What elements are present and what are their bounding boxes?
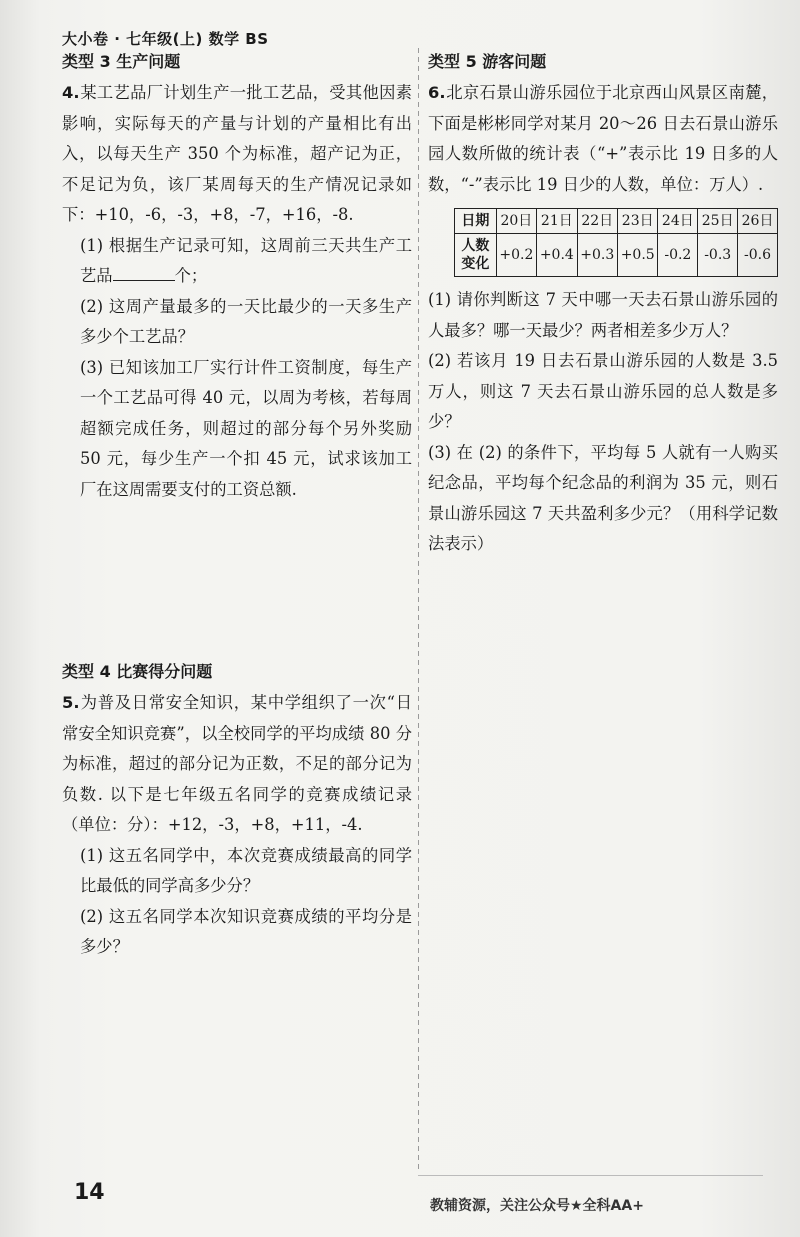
running-header: 大小卷 · 七年级(上) 数学 BS (62, 30, 269, 48)
question-5-stem-text: 为普及日常安全知识，某中学组织了一次“日常安全知识竞赛”，以全校同学的平均成绩 80 分为标准，超过的部分记为正数，不足的部分记为负数. 以下是七年级五名同学的竞赛成绩记录（单位：分）：+12，-3，+8，+11，-4. (62, 693, 412, 834)
section-title-type5: 类型 5 游客问题 (428, 52, 547, 71)
page-number: 14 (74, 1180, 105, 1205)
question-4-part-2: (2) 这周产量最多的一天比最少的一天多生产多少个工艺品？ (80, 296, 412, 346)
question-4-part-1-suffix: 个； (174, 266, 208, 285)
column-divider (418, 48, 419, 1173)
table-cell-change: -0.2 (658, 234, 698, 277)
table-cell-date: 22日 (577, 209, 617, 234)
question-4-number: 4. (62, 83, 80, 102)
question-6-stem (428, 78, 778, 200)
table-cell-date: 23日 (617, 209, 657, 234)
question-5-number: 5. (62, 693, 80, 712)
section-title-type4: 类型 4 比赛得分问题 (62, 662, 213, 681)
table-row-changes (455, 234, 778, 277)
question-6-stem-text: 北京石景山游乐园位于北京西山风景区南麓，下面是彬彬同学对某月 20～26 日去石景山游乐园人数所做的统计表（“+”表示比 19 日多的人数，“-”表示比 19 日少的人数，单位：万人）. (428, 83, 778, 194)
question-6-part-3: (3) 在 (2) 的条件下，平均每 5 人就有一人购买纪念品，平均每个纪念品的利润为 35 元，则石景山游乐园这 7 天共盈利多少元？（用科学记数法表示） (428, 442, 778, 553)
question-4-stem (62, 78, 412, 231)
table-cell-change: +0.5 (617, 234, 657, 277)
table-cell-change: -0.3 (698, 234, 738, 277)
answer-blank[interactable] (113, 262, 175, 281)
question-4-part-1-text: (1) 根据生产记录可知，这周前三天共生产工艺品 (80, 235, 412, 285)
left-column-bottom (62, 660, 412, 963)
question-6-part-2: (2) 若该月 19 日去石景山游乐园的人数是 3.5 万人，则这 7 天去石景山游乐园的总人数是多少？ (428, 351, 778, 431)
table-cell-date: 20日 (496, 209, 536, 234)
table-cell-date: 25日 (698, 209, 738, 234)
table-header-change (455, 234, 497, 277)
table-cell-change: +0.2 (496, 234, 536, 277)
question-4-part-3: (3) 已知该加工厂实行计件工资制度，每生产一个工艺品可得 40 元，以周为考核，若每周超额完成任务，则超过的部分每个另外奖励 50 元，每少生产一个扣 45 元，试求该加工厂在这周需要支付的工资总额. (80, 357, 412, 499)
footer-rule (418, 1175, 763, 1176)
question-5-part-2: (2) 这五名同学本次知识竞赛成绩的平均分是多少？ (80, 906, 412, 956)
question-5-stem (62, 688, 412, 841)
question-6-part-1: (1) 请你判断这 7 天中哪一天去石景山游乐园的人最多？哪一天最少？两者相差多少万人？ (428, 290, 778, 340)
table-header-date: 日期 (455, 209, 497, 234)
table-cell-change: +0.4 (537, 234, 577, 277)
question-4-stem-text: 某工艺品厂计划生产一批工艺品，受其他因素影响，实际每天的产量与计划的产量相比有出入，以每天生产 350 个为标准，超产记为正，不足记为负，该厂某周每天的生产情况记录如下：+10，-6，-3，+8，-7，+16，-8. (62, 83, 412, 224)
table-header-change-line2: 变化 (461, 256, 490, 272)
table-cell-change: +0.3 (577, 234, 617, 277)
table-cell-date: 21日 (537, 209, 577, 234)
question-4-part-1 (62, 231, 412, 292)
question-5-part-1: (1) 这五名同学中，本次竞赛成绩最高的同学比最低的同学高多少分？ (80, 845, 412, 895)
section-title-type3: 类型 3 生产问题 (62, 52, 181, 71)
right-column (428, 50, 778, 560)
table-header-change-line1: 人数 (461, 238, 490, 254)
table-cell-date: 26日 (738, 209, 778, 234)
footer-note: 教辅资源，关注公众号★全科AA+ (430, 1198, 644, 1214)
table-cell-date: 24日 (658, 209, 698, 234)
left-column-top (62, 50, 412, 505)
question-6-number: 6. (428, 83, 446, 102)
visitor-change-table (454, 208, 778, 277)
table-row-dates (455, 209, 778, 234)
table-cell-change: -0.6 (738, 234, 778, 277)
